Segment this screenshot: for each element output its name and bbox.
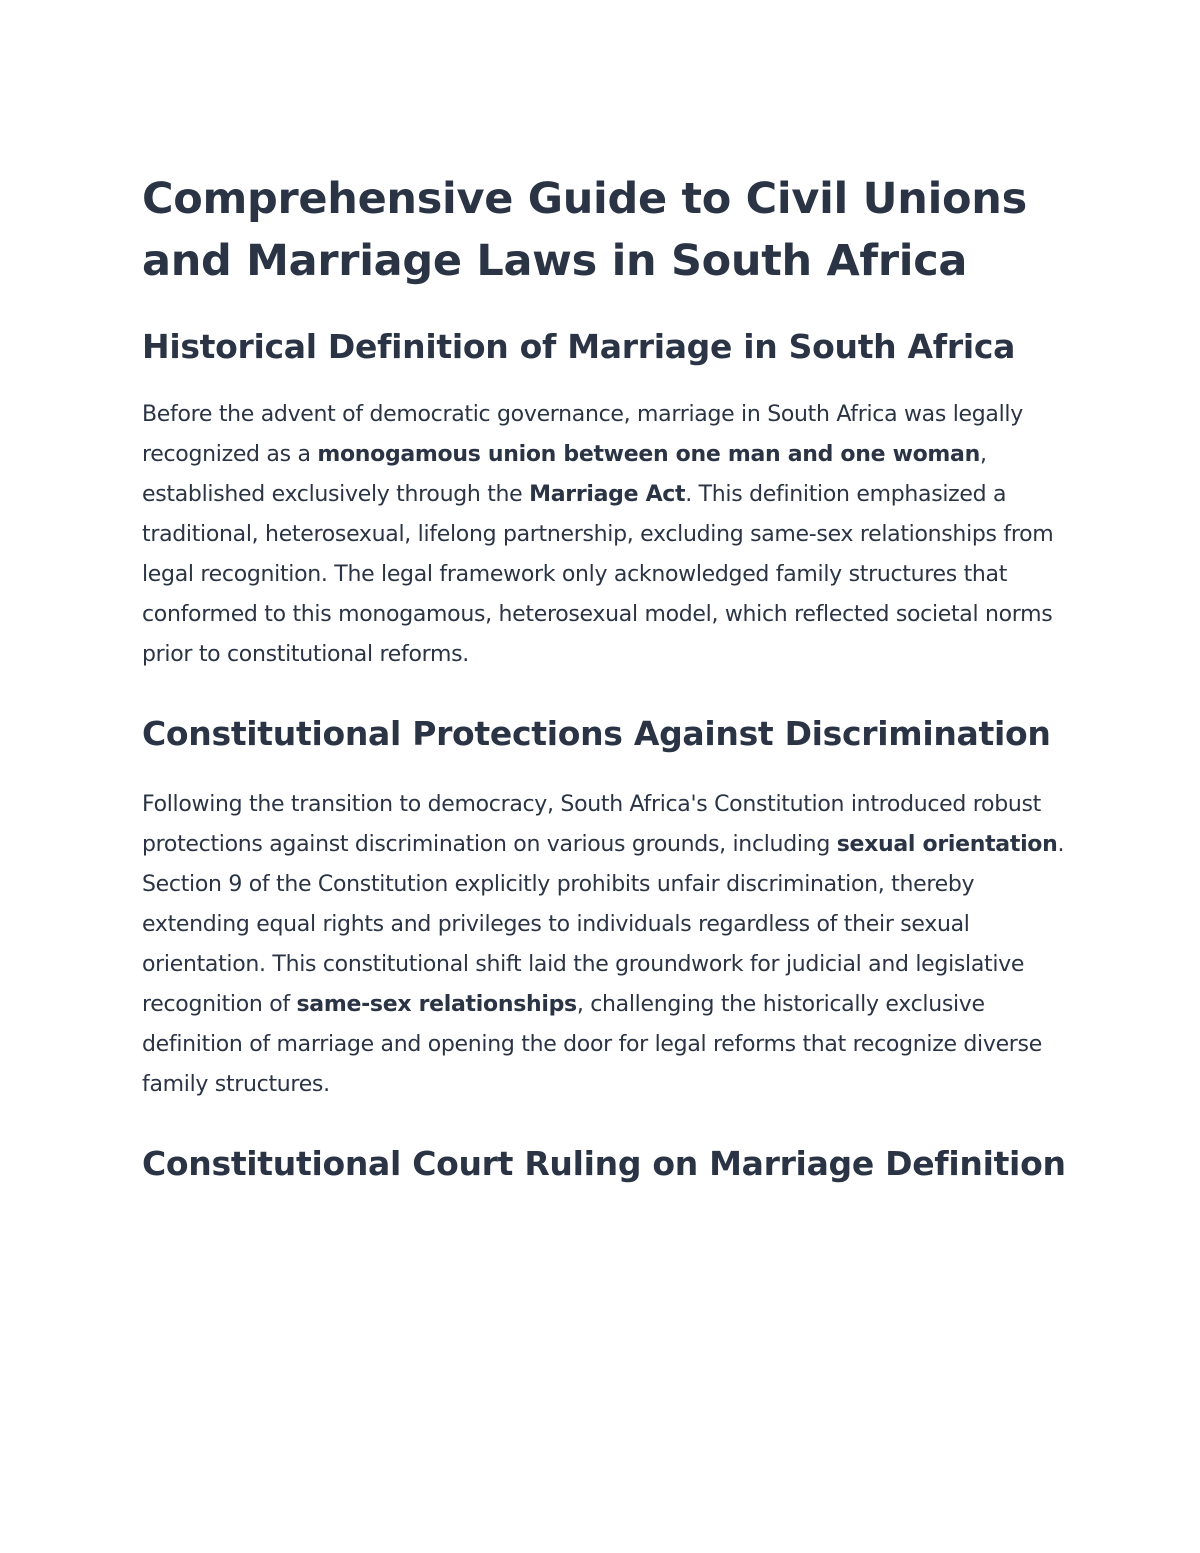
paragraph-text: . Section 9 of the Constitution explicitly prohibits unfair discrimination, thereby extending equal rights and privileges to individuals regardless of their sexual orientation. This constitutional shift laid the groundwork for judicial and legislative recognition of — [142, 832, 1065, 1017]
section-heading-court-ruling: Constitutional Court Ruling on Marriage Definition — [142, 1144, 1066, 1183]
paragraph-text: . This definition emphasized a traditional, heterosexual, lifelong partnership, excluding same-sex relationships from legal recognition. The legal framework only acknowledged family structures that conformed to this monogamous, heterosexual model, which reflected societal norms prior to constitutional reforms. — [142, 482, 1054, 667]
paragraph-text: , established exclusively through the — [142, 442, 987, 507]
bold-phrase: monogamous union between one man and one woman — [317, 442, 980, 467]
section-paragraph-historical-definition — [142, 395, 1072, 675]
document-page — [142, 168, 1072, 1192]
bold-phrase: same-sex relationships — [296, 992, 577, 1017]
section-heading-historical-definition: Historical Definition of Marriage in South Africa — [142, 327, 1016, 366]
paragraph-text: Before the advent of democratic governance, marriage in South Africa was legally recognized as a — [142, 402, 1023, 467]
paragraph-text: , challenging the historically exclusive definition of marriage and opening the door for legal reforms that recognize diverse family structures. — [142, 992, 1042, 1097]
paragraph-text: Following the transition to democracy, South Africa's Constitution introduced robust protections against discrimination on various grounds, including — [142, 792, 1041, 857]
section-paragraph-constitutional-protections — [142, 785, 1072, 1105]
bold-phrase: sexual orientation — [836, 832, 1058, 857]
document-title: Comprehensive Guide to Civil Unions and Marriage Laws in South Africa — [142, 174, 1027, 286]
section-heading-constitutional-protections: Constitutional Protections Against Discrimination — [142, 714, 1051, 753]
bold-phrase: Marriage Act — [529, 482, 686, 507]
